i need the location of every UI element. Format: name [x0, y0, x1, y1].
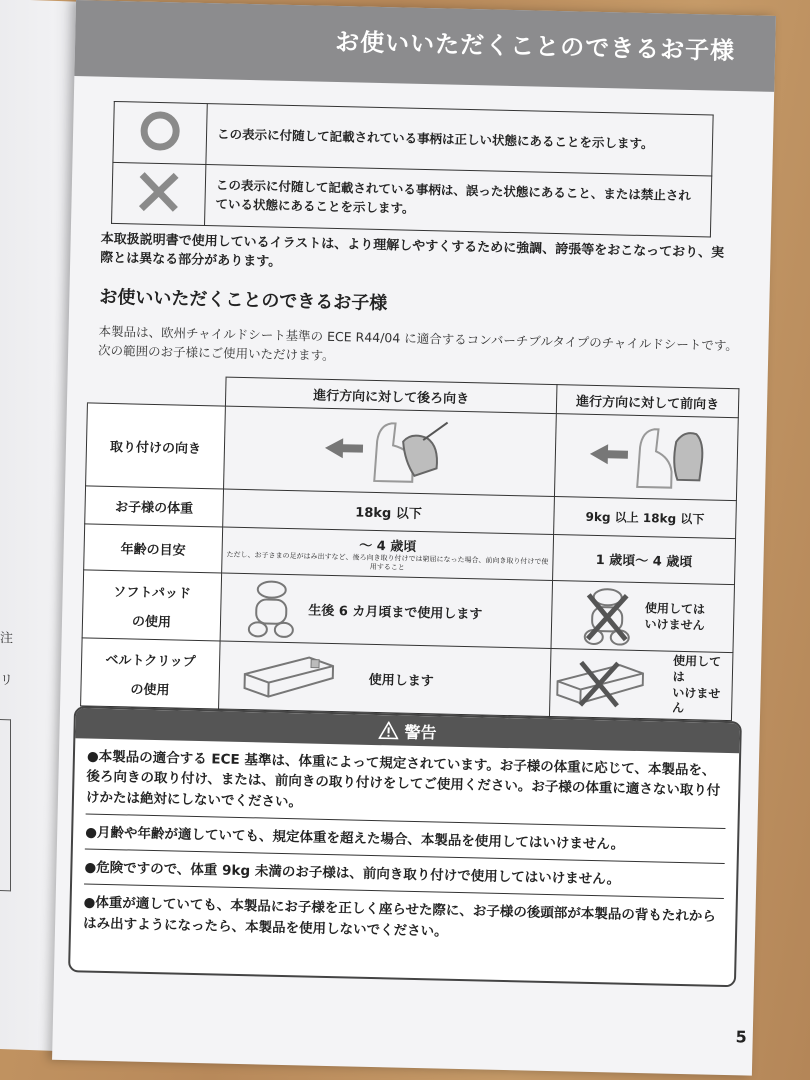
cross-icon: [135, 168, 182, 215]
row-label-beltclip: [81, 638, 221, 709]
rear-age-cell: [222, 527, 554, 580]
warning-box: [68, 706, 742, 987]
table-row-direction: [86, 403, 739, 501]
row-label-softpad-line2: の使用: [131, 613, 172, 630]
row-label-beltclip-line2: の使用: [130, 681, 170, 698]
warning-title: 警告: [404, 722, 437, 742]
page-header: [74, 0, 776, 92]
left-page-text: リ: [0, 672, 14, 689]
symbol-cell: [112, 162, 206, 225]
warning-triangle-icon: [378, 721, 398, 739]
empty-corner-cell: [87, 374, 226, 406]
page-number: 5: [735, 1027, 747, 1047]
rear-beltclip-cell: [219, 641, 551, 716]
warning-item: ●月齢や年齢が適していても、規定体重を超えた場合、本製品を使用してはいけません。: [85, 814, 726, 864]
rear-install-illustration-cell: [224, 406, 557, 496]
col-header-rear: 進行方向に対して後ろ向き: [225, 377, 557, 414]
front-beltclip-value-line1: 使用しては: [672, 654, 722, 684]
warning-item: ●危険ですので、体重 9kg 未満のお子様は、前向き取り付けで使用してはいけません。: [84, 849, 725, 899]
rear-beltclip-value: 使用します: [368, 672, 434, 690]
belt-clip-prohibited-icon: [551, 655, 649, 713]
manual-page: [52, 0, 776, 1076]
symbol-legend-table: [111, 101, 714, 238]
symbol-description: この表示に付随して記載されている事柄は正しい状態にあることを示します。: [206, 104, 713, 176]
symbol-row: [112, 162, 712, 237]
illustration-note: 本取扱説明書で使用しているイラストは、より理解しやすくするために強調、誇張等をおこなっており、実際とは異なる部分があります。: [100, 231, 725, 270]
row-label-softpad-line1: ソフトパッド: [113, 584, 192, 602]
row-label-direction: 取り付けの向き: [86, 403, 226, 489]
front-softpad-value-line2: いけません: [644, 616, 705, 632]
rear-softpad-value: 生後 6 カ月頃まで使用します: [308, 603, 483, 623]
suitability-table: [80, 373, 739, 721]
left-page-text: 注: [0, 630, 14, 647]
symbol-description: この表示に付随して記載されている事柄は、誤った状態にあること、または禁止されている状態にあることを示します。: [205, 165, 712, 237]
front-beltclip-value-line2: いけません: [671, 685, 721, 716]
rear-age-note: ただし、お子さまの足がはみ出すなど、後ろ向き取り付けでは窮屈になった場合、前向き取り付けで使用すること: [226, 550, 549, 572]
rear-softpad-cell: [220, 573, 552, 648]
front-facing-seat-illustration: [571, 415, 723, 494]
front-softpad-value-line1: 使用しては: [644, 601, 706, 617]
soft-pad-prohibited-icon: [580, 584, 635, 647]
warning-item: ●本製品の適合する ECE 基準は、体重によって規定されています。お子様の体重に応じて、本製品を、後ろ向きの取り付け、または、前向きの取り付けをしてご使用ください。お子様の体重に適さない取り付けかたは絶対にしないでください。: [86, 739, 728, 829]
row-label-weight: お子様の体重: [85, 486, 224, 527]
row-label-softpad: [82, 570, 222, 641]
front-weight-value: 9kg 以上 18kg 以下: [554, 497, 737, 539]
page-title: お使いいただくことのできるお子様: [334, 27, 736, 66]
symbol-cell: [113, 101, 207, 164]
belt-clip-icon: [238, 647, 339, 705]
section-intro: 本製品は、欧州チャイルドシート基準の ECE R44/04 に適合するコンバーチブルタイプのチャイルドシートです。次の範囲のお子様にご使用いただけます。: [97, 323, 738, 363]
soft-pad-icon: [244, 577, 299, 640]
front-age-value: 1 歳頃〜 4 歳頃: [553, 535, 736, 585]
front-softpad-cell: [551, 581, 734, 653]
left-page-box: [0, 719, 11, 891]
col-header-front: 進行方向に対して前向き: [556, 385, 739, 418]
rear-weight-value: 18kg 以下: [223, 489, 555, 534]
rear-age-value: 〜 4 歳頃: [359, 538, 417, 555]
front-install-illustration-cell: [554, 414, 738, 501]
row-label-beltclip-line1: ベルトクリップ: [105, 652, 196, 670]
section-title: お使いいただくことのできるお子様: [99, 286, 388, 315]
front-beltclip-cell: [549, 649, 732, 721]
rear-facing-seat-illustration: [314, 410, 466, 489]
circle-icon: [138, 109, 183, 154]
row-label-age: 年齢の目安: [84, 524, 223, 573]
warning-item: ●体重が適していても、本製品にお子様を正しく座らせた際に、お子様の後頭部が本製品の背もたれからはみ出すようになったら、本製品を使用しないでください。: [82, 894, 717, 940]
